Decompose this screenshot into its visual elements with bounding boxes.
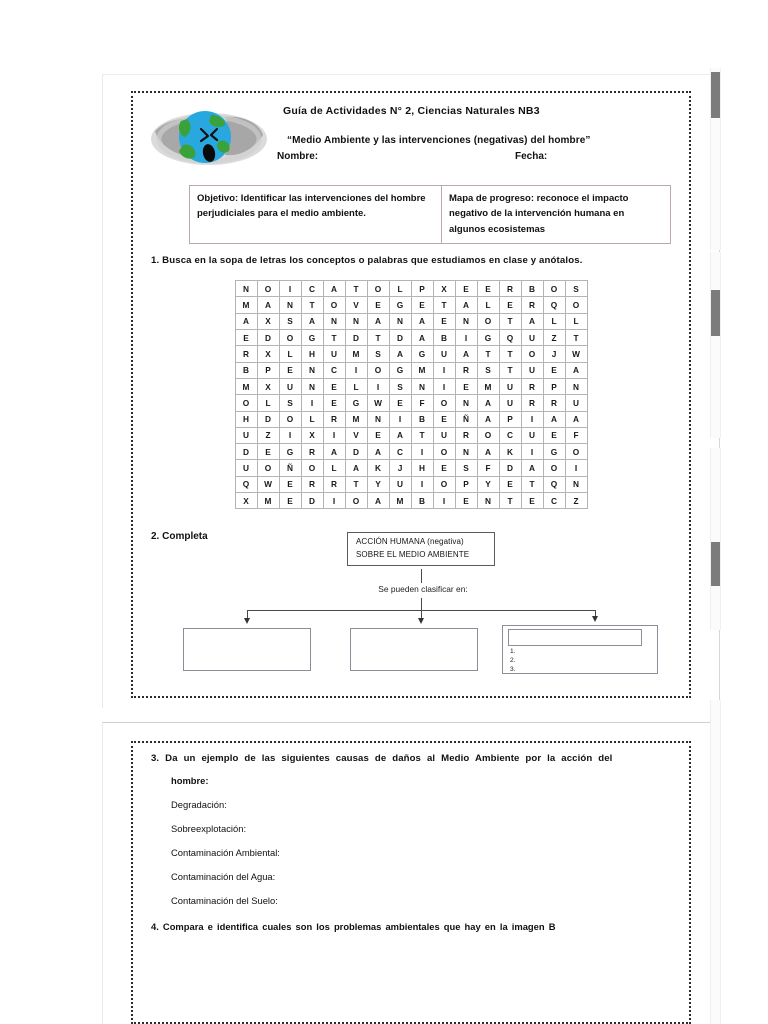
wordsearch-cell[interactable]: S — [389, 378, 411, 394]
wordsearch-cell[interactable]: Q — [543, 297, 565, 313]
wordsearch-row — [235, 476, 587, 492]
wordsearch-cell[interactable]: A — [323, 281, 345, 297]
wordsearch-row — [235, 346, 587, 362]
list-item: 1. — [510, 648, 516, 656]
wordsearch-cell[interactable]: I — [279, 427, 301, 443]
classification-diagram — [147, 528, 675, 673]
wordsearch-cell[interactable]: X — [433, 281, 455, 297]
wordsearch-cell[interactable]: N — [235, 281, 257, 297]
wordsearch-cell[interactable]: E — [235, 330, 257, 346]
wordsearch-cell[interactable]: G — [389, 297, 411, 313]
document-header — [147, 101, 675, 177]
wordsearch-cell[interactable]: U — [433, 346, 455, 362]
diagram-root-line-1: ACCIÓN HUMANA (negativa) — [356, 537, 464, 547]
wordsearch-cell[interactable]: O — [543, 281, 565, 297]
wordsearch-cell[interactable]: I — [323, 492, 345, 508]
wordsearch-cell[interactable]: L — [279, 346, 301, 362]
wordsearch-cell[interactable]: O — [367, 281, 389, 297]
wordsearch-cell[interactable]: I — [323, 427, 345, 443]
wordsearch-container — [147, 280, 675, 509]
wordsearch-cell[interactable]: A — [477, 411, 499, 427]
wordsearch-cell[interactable]: R — [323, 476, 345, 492]
wordsearch-cell[interactable]: R — [455, 427, 477, 443]
wordsearch-cell[interactable]: E — [389, 395, 411, 411]
wordsearch-cell[interactable]: D — [235, 444, 257, 460]
wordsearch-cell[interactable]: N — [565, 378, 587, 394]
wordsearch-cell[interactable]: E — [367, 427, 389, 443]
wordsearch-cell[interactable]: T — [565, 330, 587, 346]
wordsearch-cell[interactable]: B — [411, 492, 433, 508]
wordsearch-cell[interactable]: O — [323, 297, 345, 313]
wordsearch-cell[interactable]: I — [279, 281, 301, 297]
page-title: Guía de Actividades N° 2, Ciencias Naturales NB3 — [283, 105, 540, 117]
wordsearch-cell[interactable]: N — [301, 362, 323, 378]
wordsearch-cell[interactable]: M — [257, 492, 279, 508]
wordsearch-row — [235, 492, 587, 508]
wordsearch-grid[interactable] — [235, 280, 588, 509]
wordsearch-cell[interactable]: E — [257, 444, 279, 460]
wordsearch-cell[interactable]: I — [433, 492, 455, 508]
wordsearch-cell[interactable]: G — [301, 330, 323, 346]
wordsearch-row — [235, 362, 587, 378]
wordsearch-cell[interactable]: R — [521, 378, 543, 394]
wordsearch-cell[interactable]: M — [235, 297, 257, 313]
wordsearch-cell[interactable]: N — [301, 378, 323, 394]
wordsearch-cell[interactable]: M — [389, 492, 411, 508]
wordsearch-cell[interactable]: S — [367, 346, 389, 362]
wordsearch-cell[interactable]: A — [389, 346, 411, 362]
wordsearch-cell[interactable]: X — [257, 378, 279, 394]
answer-box-2[interactable] — [350, 628, 478, 671]
wordsearch-cell[interactable]: N — [279, 297, 301, 313]
diagram-connector-label: Se pueden clasificar en: — [378, 584, 468, 595]
wordsearch-cell[interactable]: T — [499, 362, 521, 378]
wordsearch-cell[interactable]: B — [433, 330, 455, 346]
wordsearch-cell[interactable]: V — [345, 297, 367, 313]
wordsearch-cell[interactable]: R — [235, 346, 257, 362]
wordsearch-cell[interactable]: T — [301, 297, 323, 313]
wordsearch-cell[interactable]: E — [323, 378, 345, 394]
date-label: Fecha: — [515, 151, 548, 162]
wordsearch-cell[interactable]: G — [477, 330, 499, 346]
wordsearch-cell[interactable]: N — [455, 313, 477, 329]
wordsearch-row — [235, 444, 587, 460]
wordsearch-cell[interactable]: S — [279, 313, 301, 329]
wordsearch-cell[interactable]: O — [235, 395, 257, 411]
wordsearch-cell[interactable]: E — [367, 297, 389, 313]
question-3-line-2: hombre: — [171, 775, 209, 786]
wordsearch-cell[interactable]: R — [323, 411, 345, 427]
wordsearch-cell[interactable]: M — [477, 378, 499, 394]
wordsearch-cell[interactable]: O — [257, 460, 279, 476]
question-3-line-1: 3. Da un ejemplo de las siguientes causas de daños al Medio Ambiente por la acción del — [151, 753, 613, 764]
wordsearch-cell[interactable]: A — [455, 297, 477, 313]
list-item: 2. — [510, 656, 516, 664]
wordsearch-cell[interactable]: E — [433, 313, 455, 329]
wordsearch-cell[interactable]: U — [499, 378, 521, 394]
diagram-root-box — [347, 532, 495, 566]
wordsearch-cell[interactable]: F — [477, 460, 499, 476]
wordsearch-cell[interactable]: U — [521, 427, 543, 443]
wordsearch-cell[interactable]: W — [565, 346, 587, 362]
wordsearch-cell[interactable]: O — [477, 313, 499, 329]
wordsearch-cell[interactable]: V — [345, 427, 367, 443]
wordsearch-cell[interactable]: E — [279, 362, 301, 378]
wordsearch-cell[interactable]: U — [433, 427, 455, 443]
question-2-title: 2. Completa — [151, 531, 208, 543]
wordsearch-cell[interactable]: H — [301, 346, 323, 362]
wordsearch-cell[interactable]: P — [455, 476, 477, 492]
diagram-root-line-2: SOBRE EL MEDIO AMBIENTE — [356, 549, 470, 559]
wordsearch-cell[interactable]: A — [477, 395, 499, 411]
wordsearch-cell[interactable]: E — [279, 476, 301, 492]
wordsearch-cell[interactable]: A — [411, 330, 433, 346]
wordsearch-cell[interactable]: D — [389, 330, 411, 346]
wordsearch-cell[interactable]: Z — [565, 492, 587, 508]
wordsearch-cell[interactable]: M — [345, 411, 367, 427]
page-2-dotted-frame — [131, 741, 691, 1024]
wordsearch-cell[interactable]: M — [345, 346, 367, 362]
objective-box: Objetivo: Identificar las intervenciones del hombre perjudiciales para el medio ambiente. — [189, 185, 441, 244]
wordsearch-cell[interactable]: T — [499, 313, 521, 329]
wordsearch-cell[interactable]: B — [521, 281, 543, 297]
answer-box-1[interactable] — [183, 628, 311, 671]
wordsearch-cell[interactable]: R — [455, 362, 477, 378]
wordsearch-cell[interactable]: O — [433, 476, 455, 492]
wordsearch-row — [235, 297, 587, 313]
wordsearch-cell[interactable]: N — [367, 411, 389, 427]
wordsearch-row — [235, 281, 587, 297]
question-3-item-sobreexplotacion: Sobreexplotación: — [171, 823, 247, 834]
wordsearch-cell[interactable]: A — [521, 313, 543, 329]
wordsearch-cell[interactable]: L — [565, 313, 587, 329]
answer-box-3[interactable] — [502, 625, 658, 674]
wordsearch-cell[interactable]: A — [367, 492, 389, 508]
wordsearch-cell[interactable]: I — [411, 444, 433, 460]
wordsearch-cell[interactable]: O — [279, 411, 301, 427]
wordsearch-row — [235, 460, 587, 476]
document-scrollbar-segment-2[interactable] — [710, 252, 721, 438]
wordsearch-cell[interactable]: C — [499, 427, 521, 443]
wordsearch-cell[interactable]: D — [301, 492, 323, 508]
objective-progress-row — [189, 185, 671, 244]
wordsearch-cell[interactable]: J — [389, 460, 411, 476]
wordsearch-cell[interactable]: I — [345, 362, 367, 378]
wordsearch-cell[interactable]: X — [257, 313, 279, 329]
wordsearch-cell[interactable]: O — [543, 460, 565, 476]
wordsearch-cell[interactable]: L — [323, 460, 345, 476]
wordsearch-cell[interactable]: G — [389, 362, 411, 378]
wordsearch-cell[interactable]: T — [323, 330, 345, 346]
wordsearch-cell[interactable]: S — [565, 281, 587, 297]
wordsearch-cell[interactable]: S — [279, 395, 301, 411]
document-scrollbar-segment-3[interactable] — [710, 448, 721, 630]
wordsearch-cell[interactable]: R — [301, 476, 323, 492]
wordsearch-cell[interactable]: E — [521, 492, 543, 508]
wordsearch-cell[interactable]: P — [257, 362, 279, 378]
scrollbar-thumb[interactable] — [711, 290, 720, 336]
wordsearch-cell[interactable]: U — [389, 476, 411, 492]
wordsearch-cell[interactable]: A — [411, 313, 433, 329]
wordsearch-cell[interactable]: N — [323, 313, 345, 329]
wordsearch-cell[interactable]: U — [565, 395, 587, 411]
wordsearch-cell[interactable]: N — [455, 444, 477, 460]
wordsearch-cell[interactable]: L — [543, 313, 565, 329]
wordsearch-cell[interactable]: N — [389, 313, 411, 329]
wordsearch-cell[interactable]: E — [543, 362, 565, 378]
question-3-item-contaminacion-ambiental: Contaminación Ambiental: — [171, 847, 280, 858]
wordsearch-cell[interactable]: A — [543, 411, 565, 427]
wordsearch-cell[interactable]: P — [411, 281, 433, 297]
wordsearch-cell[interactable]: L — [257, 395, 279, 411]
question-3-item-contaminacion-suelo: Contaminación del Suelo: — [171, 895, 278, 906]
wordsearch-cell[interactable]: D — [345, 330, 367, 346]
answer-box-3-list — [510, 648, 516, 674]
wordsearch-cell[interactable]: U — [235, 460, 257, 476]
wordsearch-cell[interactable]: T — [477, 346, 499, 362]
wordsearch-cell[interactable]: T — [499, 346, 521, 362]
arrow-down-icon-middle — [418, 618, 424, 624]
wordsearch-cell[interactable]: S — [477, 362, 499, 378]
wordsearch-cell[interactable]: D — [257, 411, 279, 427]
wordsearch-cell[interactable]: O — [257, 281, 279, 297]
scrollbar-thumb[interactable] — [711, 542, 720, 586]
wordsearch-cell[interactable]: A — [389, 427, 411, 443]
wordsearch-cell[interactable]: U — [323, 346, 345, 362]
wordsearch-cell[interactable]: D — [345, 444, 367, 460]
wordsearch-cell[interactable]: Q — [499, 330, 521, 346]
wordsearch-cell[interactable]: O — [279, 330, 301, 346]
wordsearch-cell[interactable]: N — [345, 313, 367, 329]
wordsearch-cell[interactable]: Z — [543, 330, 565, 346]
wordsearch-cell[interactable]: E — [279, 492, 301, 508]
wordsearch-cell[interactable]: N — [565, 476, 587, 492]
wordsearch-cell[interactable]: O — [367, 362, 389, 378]
wordsearch-cell[interactable]: P — [499, 411, 521, 427]
wordsearch-cell[interactable]: T — [345, 476, 367, 492]
question-3-item-degradacion: Degradación: — [171, 799, 227, 810]
wordsearch-cell[interactable]: A — [477, 444, 499, 460]
wordsearch-cell[interactable]: F — [411, 395, 433, 411]
wordsearch-cell[interactable]: N — [455, 395, 477, 411]
diagram-connector-stem — [421, 569, 422, 583]
wordsearch-cell[interactable]: Q — [543, 476, 565, 492]
wordsearch-cell[interactable]: C — [389, 444, 411, 460]
question-3-text — [151, 753, 675, 764]
wordsearch-row — [235, 378, 587, 394]
wordsearch-cell[interactable]: Q — [235, 476, 257, 492]
wordsearch-cell[interactable]: O — [433, 395, 455, 411]
wordsearch-cell[interactable]: G — [543, 444, 565, 460]
wordsearch-cell[interactable]: R — [521, 395, 543, 411]
wordsearch-cell[interactable]: T — [521, 476, 543, 492]
wordsearch-cell[interactable]: L — [477, 297, 499, 313]
wordsearch-cell[interactable]: A — [235, 313, 257, 329]
wordsearch-row — [235, 395, 587, 411]
wordsearch-cell[interactable]: E — [433, 411, 455, 427]
wordsearch-cell[interactable]: I — [433, 378, 455, 394]
wordsearch-cell[interactable]: G — [345, 395, 367, 411]
wordsearch-cell[interactable]: I — [521, 411, 543, 427]
wordsearch-cell[interactable]: I — [455, 330, 477, 346]
wordsearch-cell[interactable]: E — [455, 281, 477, 297]
wordsearch-cell[interactable]: X — [301, 427, 323, 443]
wordsearch-cell[interactable]: A — [367, 444, 389, 460]
wordsearch-cell[interactable]: Y — [367, 476, 389, 492]
wordsearch-cell[interactable]: E — [477, 281, 499, 297]
name-label: Nombre: — [277, 151, 319, 162]
wordsearch-cell[interactable]: E — [455, 378, 477, 394]
wordsearch-cell[interactable]: U — [499, 395, 521, 411]
page-1-dotted-frame — [131, 91, 691, 698]
wordsearch-cell[interactable]: R — [543, 395, 565, 411]
wordsearch-cell[interactable]: O — [565, 297, 587, 313]
wordsearch-cell[interactable]: O — [521, 346, 543, 362]
wordsearch-cell[interactable]: I — [565, 460, 587, 476]
wordsearch-cell[interactable]: T — [411, 427, 433, 443]
wordsearch-cell[interactable]: K — [367, 460, 389, 476]
wordsearch-cell[interactable]: G — [279, 444, 301, 460]
arrow-down-icon-right — [592, 616, 598, 622]
wordsearch-cell[interactable]: E — [433, 460, 455, 476]
wordsearch-cell[interactable]: U — [235, 427, 257, 443]
wordsearch-cell[interactable]: A — [521, 460, 543, 476]
wordsearch-cell[interactable]: S — [455, 460, 477, 476]
wordsearch-cell[interactable]: P — [543, 378, 565, 394]
wordsearch-cell[interactable]: A — [257, 297, 279, 313]
wordsearch-cell[interactable]: E — [543, 427, 565, 443]
wordsearch-cell[interactable]: U — [279, 378, 301, 394]
document-scrollbar-segment-4[interactable] — [710, 700, 721, 1024]
wordsearch-cell[interactable]: L — [389, 281, 411, 297]
wordsearch-cell[interactable]: Ñ — [279, 460, 301, 476]
wordsearch-cell[interactable]: N — [477, 492, 499, 508]
wordsearch-cell[interactable]: H — [411, 460, 433, 476]
sad-earth-globe-icon — [147, 101, 271, 175]
wordsearch-cell[interactable]: A — [565, 362, 587, 378]
progress-map-box: Mapa de progreso: reconoce el impacto negativo de la intervención humana en algunos ecosistemas — [441, 185, 671, 244]
wordsearch-cell[interactable]: I — [433, 362, 455, 378]
wordsearch-cell[interactable]: E — [499, 297, 521, 313]
wordsearch-cell[interactable]: J — [543, 346, 565, 362]
question-3-item-contaminacion-agua: Contaminación del Agua: — [171, 871, 276, 882]
question-1-text: 1. Busca en la sopa de letras los conceptos o palabras que estudiamos en clase y anótalos. — [151, 255, 583, 267]
wordsearch-cell[interactable]: Z — [257, 427, 279, 443]
wordsearch-cell[interactable]: G — [411, 346, 433, 362]
scrollbar-thumb[interactable] — [711, 72, 720, 118]
wordsearch-cell[interactable]: L — [345, 378, 367, 394]
list-item: 3. — [510, 665, 516, 673]
wordsearch-cell[interactable]: E — [411, 297, 433, 313]
wordsearch-cell[interactable]: U — [521, 330, 543, 346]
wordsearch-cell[interactable]: O — [477, 427, 499, 443]
wordsearch-cell[interactable]: T — [367, 330, 389, 346]
wordsearch-cell[interactable]: D — [499, 460, 521, 476]
wordsearch-cell[interactable]: M — [235, 378, 257, 394]
document-scrollbar-segment-1[interactable] — [710, 68, 721, 250]
document-page-2 — [102, 722, 720, 1024]
wordsearch-cell[interactable]: O — [345, 492, 367, 508]
wordsearch-cell[interactable]: O — [565, 444, 587, 460]
wordsearch-cell[interactable]: M — [411, 362, 433, 378]
wordsearch-cell[interactable]: C — [543, 492, 565, 508]
wordsearch-cell[interactable]: B — [411, 411, 433, 427]
wordsearch-cell[interactable]: A — [323, 444, 345, 460]
wordsearch-cell[interactable]: R — [521, 297, 543, 313]
wordsearch-row — [235, 427, 587, 443]
wordsearch-cell[interactable]: E — [455, 492, 477, 508]
wordsearch-cell[interactable]: A — [345, 460, 367, 476]
question-4-text: 4. Compara e identifica cuales son los problemas ambientales que hay en la imagen B — [151, 921, 556, 932]
wordsearch-cell[interactable]: R — [301, 444, 323, 460]
document-page-1 — [102, 74, 720, 708]
wordsearch-cell[interactable]: L — [301, 411, 323, 427]
wordsearch-cell[interactable]: A — [301, 313, 323, 329]
name-date-row — [277, 151, 675, 162]
wordsearch-cell[interactable]: U — [521, 362, 543, 378]
wordsearch-cell[interactable]: O — [433, 444, 455, 460]
wordsearch-cell[interactable]: W — [257, 476, 279, 492]
wordsearch-cell[interactable]: A — [367, 313, 389, 329]
wordsearch-cell[interactable]: D — [257, 330, 279, 346]
wordsearch-cell[interactable]: T — [499, 492, 521, 508]
arrow-down-icon-left — [244, 618, 250, 624]
wordsearch-cell[interactable]: N — [411, 378, 433, 394]
wordsearch-cell[interactable]: C — [301, 281, 323, 297]
wordsearch-cell[interactable]: X — [235, 492, 257, 508]
diagram-stem-lower — [421, 598, 422, 610]
wordsearch-cell[interactable]: I — [521, 444, 543, 460]
wordsearch-cell[interactable]: I — [389, 411, 411, 427]
wordsearch-cell[interactable]: A — [455, 346, 477, 362]
wordsearch-cell[interactable]: W — [367, 395, 389, 411]
wordsearch-row — [235, 411, 587, 427]
document-subtitle: “Medio Ambiente y las intervenciones (negativas) del hombre” — [287, 135, 591, 146]
answer-box-3-title-field[interactable] — [508, 629, 642, 646]
wordsearch-cell[interactable]: F — [565, 427, 587, 443]
wordsearch-cell[interactable]: R — [499, 281, 521, 297]
wordsearch-cell[interactable]: I — [301, 395, 323, 411]
wordsearch-cell[interactable]: E — [323, 395, 345, 411]
wordsearch-cell[interactable]: I — [411, 476, 433, 492]
wordsearch-cell[interactable]: H — [235, 411, 257, 427]
wordsearch-cell[interactable]: C — [323, 362, 345, 378]
wordsearch-cell[interactable]: O — [301, 460, 323, 476]
wordsearch-cell[interactable]: Ñ — [455, 411, 477, 427]
wordsearch-cell[interactable]: T — [433, 297, 455, 313]
wordsearch-row — [235, 330, 587, 346]
wordsearch-cell[interactable]: A — [565, 411, 587, 427]
wordsearch-cell[interactable]: E — [499, 476, 521, 492]
wordsearch-row — [235, 313, 587, 329]
wordsearch-cell[interactable]: B — [235, 362, 257, 378]
wordsearch-cell[interactable]: K — [499, 444, 521, 460]
wordsearch-cell[interactable]: X — [257, 346, 279, 362]
wordsearch-cell[interactable]: I — [367, 378, 389, 394]
wordsearch-cell[interactable]: T — [345, 281, 367, 297]
wordsearch-cell[interactable]: Y — [477, 476, 499, 492]
